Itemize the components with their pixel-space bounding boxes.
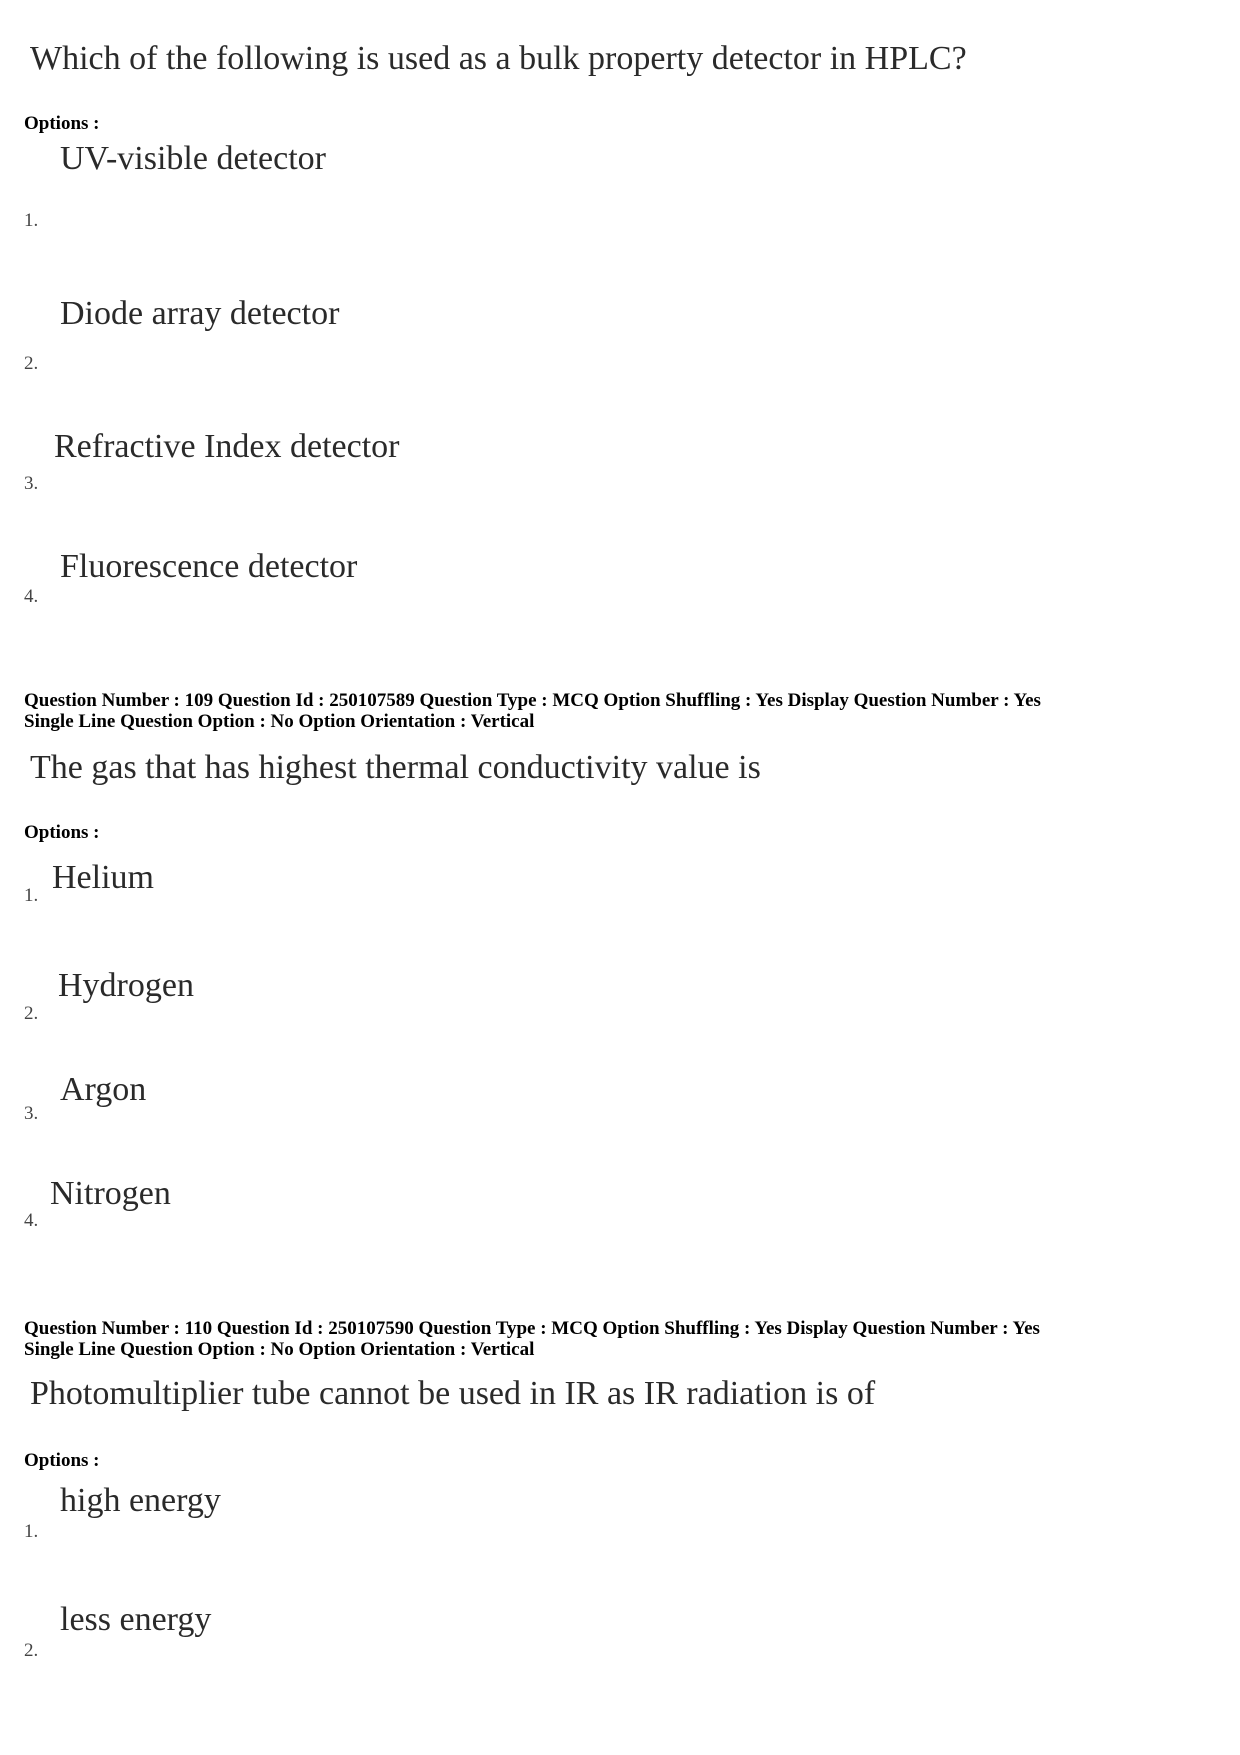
option-text[interactable]: Argon <box>60 1071 147 1108</box>
option-text[interactable]: Nitrogen <box>50 1175 171 1212</box>
option-number: 4. <box>24 586 39 607</box>
question-meta-line-1: Question Number : 110 Question Id : 250107590 Question Type : MCQ Option Shuffling : Yes Display Question Number : Yes <box>24 1318 1040 1339</box>
option-text[interactable]: Helium <box>52 859 154 896</box>
option-number: 4. <box>24 1210 39 1231</box>
option-text[interactable]: Refractive Index detector <box>54 428 400 465</box>
question-text: Which of the following is used as a bulk property detector in HPLC? <box>30 40 967 77</box>
option-text[interactable]: Hydrogen <box>58 967 194 1004</box>
option-text[interactable]: Diode array detector <box>60 295 340 332</box>
option-text[interactable]: UV-visible detector <box>60 140 326 177</box>
options-label: Options : <box>24 1450 100 1471</box>
option-text[interactable]: high energy <box>60 1482 221 1519</box>
option-number: 3. <box>24 473 39 494</box>
option-number: 1. <box>24 885 39 906</box>
options-label: Options : <box>24 822 100 843</box>
question-meta-line-2: Single Line Question Option : No Option Orientation : Vertical <box>24 1339 535 1360</box>
option-number: 2. <box>24 1640 39 1661</box>
option-text[interactable]: Fluorescence detector <box>60 548 358 585</box>
option-number: 3. <box>24 1103 39 1124</box>
option-number: 1. <box>24 210 39 231</box>
option-number: 2. <box>24 353 39 374</box>
question-meta-line-1: Question Number : 109 Question Id : 250107589 Question Type : MCQ Option Shuffling : Yes Display Question Number : Yes <box>24 690 1041 711</box>
option-number: 1. <box>24 1521 39 1542</box>
question-meta-line-2: Single Line Question Option : No Option Orientation : Vertical <box>24 711 535 732</box>
option-number: 2. <box>24 1003 39 1024</box>
option-text[interactable]: less energy <box>60 1601 212 1638</box>
options-label: Options : <box>24 113 100 134</box>
question-text: The gas that has highest thermal conductivity value is <box>30 749 761 786</box>
question-text: Photomultiplier tube cannot be used in IR as IR radiation is of <box>30 1375 876 1412</box>
